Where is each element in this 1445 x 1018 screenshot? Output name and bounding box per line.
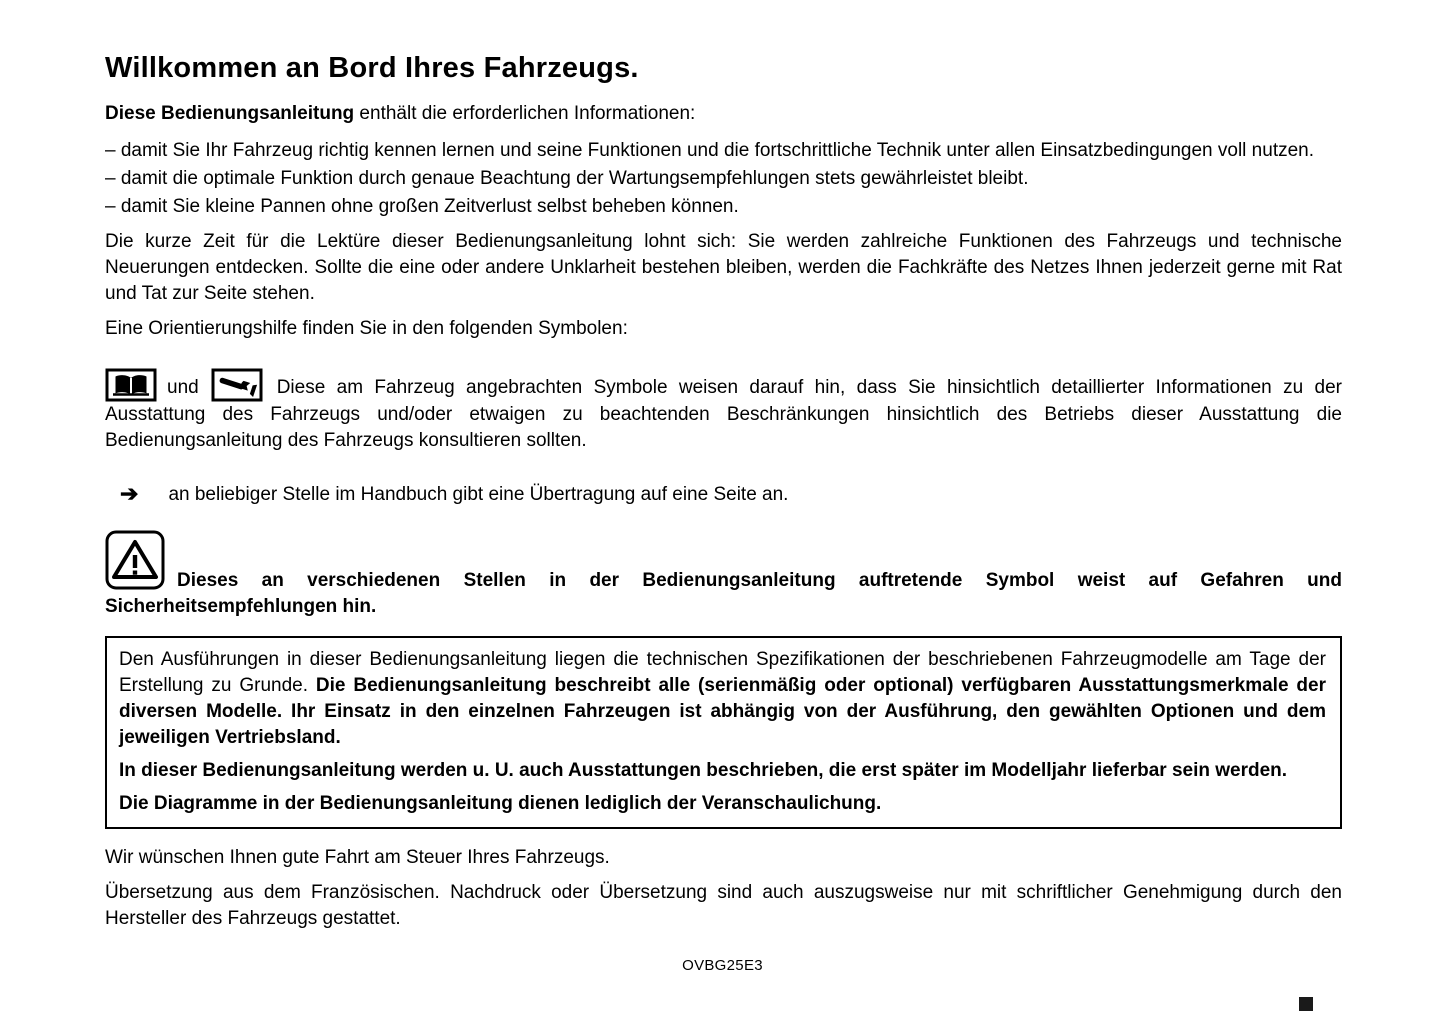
intro-rest-text: enthält die erforderlichen Informationen: xyxy=(354,103,696,124)
page-reference-text: an beliebiger Stelle im Handbuch gibt eine Übertragung auf eine Seite an. xyxy=(168,484,789,505)
translation-notice-paragraph: Übersetzung aus dem Französischen. Nachdruck oder Übersetzung sind auch auszugsweise nur mit schriftlicher Genehmigung durch den Hersteller des Fahrzeugs gestattet. xyxy=(105,882,1342,929)
warning-text: Dieses an verschiedenen Stellen in der Bedienungsanleitung auftretende Symbol weist auf Gefahren und Sicherheitsempfehlungen hin. xyxy=(105,570,1342,617)
page-reference-arrow-icon: ➔ xyxy=(120,481,139,506)
info-box-p1-bold: Die Bedienungsanleitung beschreibt alle (serienmäßig oder optional) verfügbaren Ausstattungsmerkmale der diversen Modelle. Ihr Einsatz in den einzelnen Fahrzeugen ist abhängig von der Ausführung, den gewählten Optionen und dem jeweiligen Vertriebsland. xyxy=(119,675,1326,748)
intro-bold-text: Diese Bedienungsanleitung xyxy=(105,103,355,124)
und-label: und xyxy=(167,377,199,398)
warning-note xyxy=(105,530,1342,620)
page-title: Willkommen an Bord Ihres Fahrzeugs. xyxy=(105,52,639,84)
reading-time-paragraph: Die kurze Zeit für die Lektüre dieser Bedienungsanleitung lohnt sich: Sie werden zahlreiche Funktionen des Fahrzeugs und technische Neuerungen entdecken. Sollte die eine oder andere Unklarheit bestehen bleiben, werden die Fachkräfte des Netzes Ihnen jederzeit gerne mit Rat und Tat zur Seite stehen. xyxy=(105,231,1342,304)
manual-book-icon xyxy=(105,368,157,402)
info-box-paragraph: In dieser Bedienungsanleitung werden u. U. auch Ausstattungen beschrieben, die erst später im Modelljahr lieferbar sein werden. xyxy=(119,760,1288,781)
info-box xyxy=(105,636,1342,829)
symbols-text: Diese am Fahrzeug angebrachten Symbole weisen darauf hin, dass Sie hinsichtlich detaillierter Informationen zu der Ausstattung des Fahrzeugs und/oder etwaigen zu beachtenden Beschränkungen hinsichtlich des Betriebs dieser Ausstattung die Bedienungsanleitung des Fahrzeugs konsultieren sollten. xyxy=(105,377,1342,451)
page-content xyxy=(105,52,1342,932)
page-corner-marker xyxy=(1299,997,1313,1011)
list-item: – damit die optimale Funktion durch genaue Beachtung der Wartungsempfehlungen stets gewährleistet bleibt. xyxy=(105,168,1029,189)
symbols-paragraph xyxy=(105,368,1342,454)
orientation-paragraph: Eine Orientierungshilfe finden Sie in den folgenden Symbolen: xyxy=(105,318,628,339)
warning-triangle-icon xyxy=(105,530,165,595)
wrench-icon xyxy=(211,368,263,402)
list-item: – damit Sie kleine Pannen ohne großen Zeitverlust selbst beheben können. xyxy=(105,196,739,217)
info-box-p1-regular: Den Ausführungen in dieser Bedienungsanleitung liegen die technischen Spezifikationen der beschriebenen Fahrzeugmodelle am Tage der Erstellung zu Grunde. xyxy=(119,649,1326,696)
info-box-paragraph: Die Diagramme in der Bedienungsanleitung dienen lediglich der Veranschaulichung. xyxy=(119,793,882,814)
footer-reference-code: OVBG25E3 xyxy=(682,957,763,974)
page-reference-note xyxy=(105,480,1342,508)
intro-paragraph xyxy=(105,101,1342,127)
info-box-paragraph xyxy=(119,647,1326,751)
list-item: – damit Sie Ihr Fahrzeug richtig kennen lernen und seine Funktionen und die fortschrittliche Technik unter allen Einsatzbedingungen voll nutzen. xyxy=(105,140,1315,161)
closing-wish-paragraph: Wir wünschen Ihnen gute Fahrt am Steuer Ihres Fahrzeugs. xyxy=(105,847,610,868)
